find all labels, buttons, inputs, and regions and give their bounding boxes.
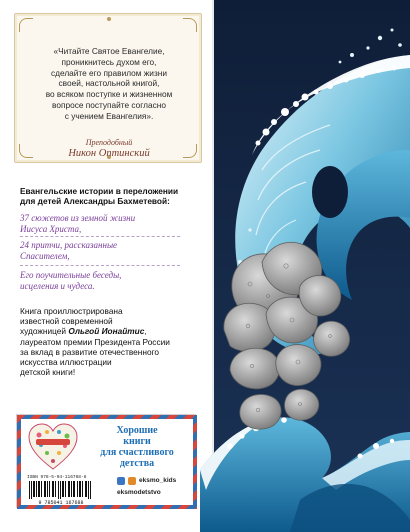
publisher-envelope-block — [16, 414, 196, 508]
description-line: детской книги! — [20, 367, 76, 378]
description-line: искусства иллюстрации — [20, 357, 112, 368]
lead-line: для детей Александры Бахметевой: — [20, 196, 170, 207]
description-line: известной современной — [20, 316, 113, 327]
social-handle: eksmo_kids — [139, 477, 177, 484]
social-handle: eksmodetstvo — [117, 489, 161, 496]
author-title: Преподобный — [85, 138, 133, 147]
quote-frame — [14, 13, 202, 163]
frame-corner-ornament — [183, 18, 197, 32]
feature-line: Спасителем, — [20, 250, 70, 261]
quote-line: во всяком поступке и жизненном — [45, 89, 173, 100]
lead-line: Евангельские истории в переложении — [20, 186, 179, 196]
quote-author — [25, 138, 193, 160]
description-line: за вклад в развитие отечественного — [20, 346, 160, 357]
illustrator-description — [20, 306, 210, 377]
quote-line: вопросе поступайте согласно — [52, 99, 166, 110]
publisher-slogan — [87, 425, 187, 469]
description-line — [20, 326, 210, 336]
slogan-line: детства — [119, 458, 155, 469]
slogan-line: для счастливого — [100, 447, 174, 458]
social-row[interactable] — [117, 487, 193, 499]
feature-line: 37 сюжетов из земной жизни — [20, 213, 136, 223]
slogan-line: Хорошие — [116, 425, 158, 436]
description-text: , — [144, 326, 147, 337]
social-links — [117, 475, 193, 499]
instagram-icon — [128, 477, 136, 485]
feature-line: Иисуса Христа, — [20, 223, 82, 234]
feature-item-parables — [20, 240, 190, 261]
frame-dot-ornament — [107, 17, 111, 21]
dashed-divider — [20, 265, 180, 266]
isbn-label: ISBN 978-5-04-116768-8 — [27, 475, 87, 480]
author-name: Никон Оптинский — [68, 148, 150, 159]
heart-emblem-icon — [27, 423, 79, 471]
quote-line: сделайте его правилом жизни — [51, 67, 167, 78]
slogan-line: книги — [123, 436, 151, 447]
description-text: художницей — [20, 326, 69, 337]
description-line: лауреатом премии Президента России — [20, 336, 170, 347]
quote-line: с учением Евангелия». — [64, 110, 154, 121]
vk-icon — [117, 477, 125, 485]
quote-text — [25, 46, 193, 122]
barcode — [27, 479, 97, 505]
lead-paragraph — [20, 186, 200, 206]
social-row[interactable] — [117, 475, 193, 487]
quote-line: «Читайте Святое Евангелие, — [53, 46, 165, 56]
quote-line: своей, настольной книгой, — [58, 78, 160, 89]
feature-item-miracles — [20, 270, 190, 291]
dashed-divider — [20, 236, 180, 237]
feature-line: 24 притчи, рассказанные — [20, 240, 118, 250]
frame-corner-ornament — [19, 18, 33, 32]
illustrator-name: Ольгой Ионайтис — [68, 326, 145, 337]
description-line: Книга проиллюстрирована — [20, 306, 123, 316]
quote-line: проникнитесь духом его, — [61, 56, 157, 67]
barcode-digits: 9 785041 167688 — [38, 500, 84, 505]
feature-item-stories — [20, 213, 190, 234]
feature-line: Его поучительные беседы, — [20, 270, 122, 280]
feature-line: исцеления и чудеса. — [20, 280, 95, 291]
